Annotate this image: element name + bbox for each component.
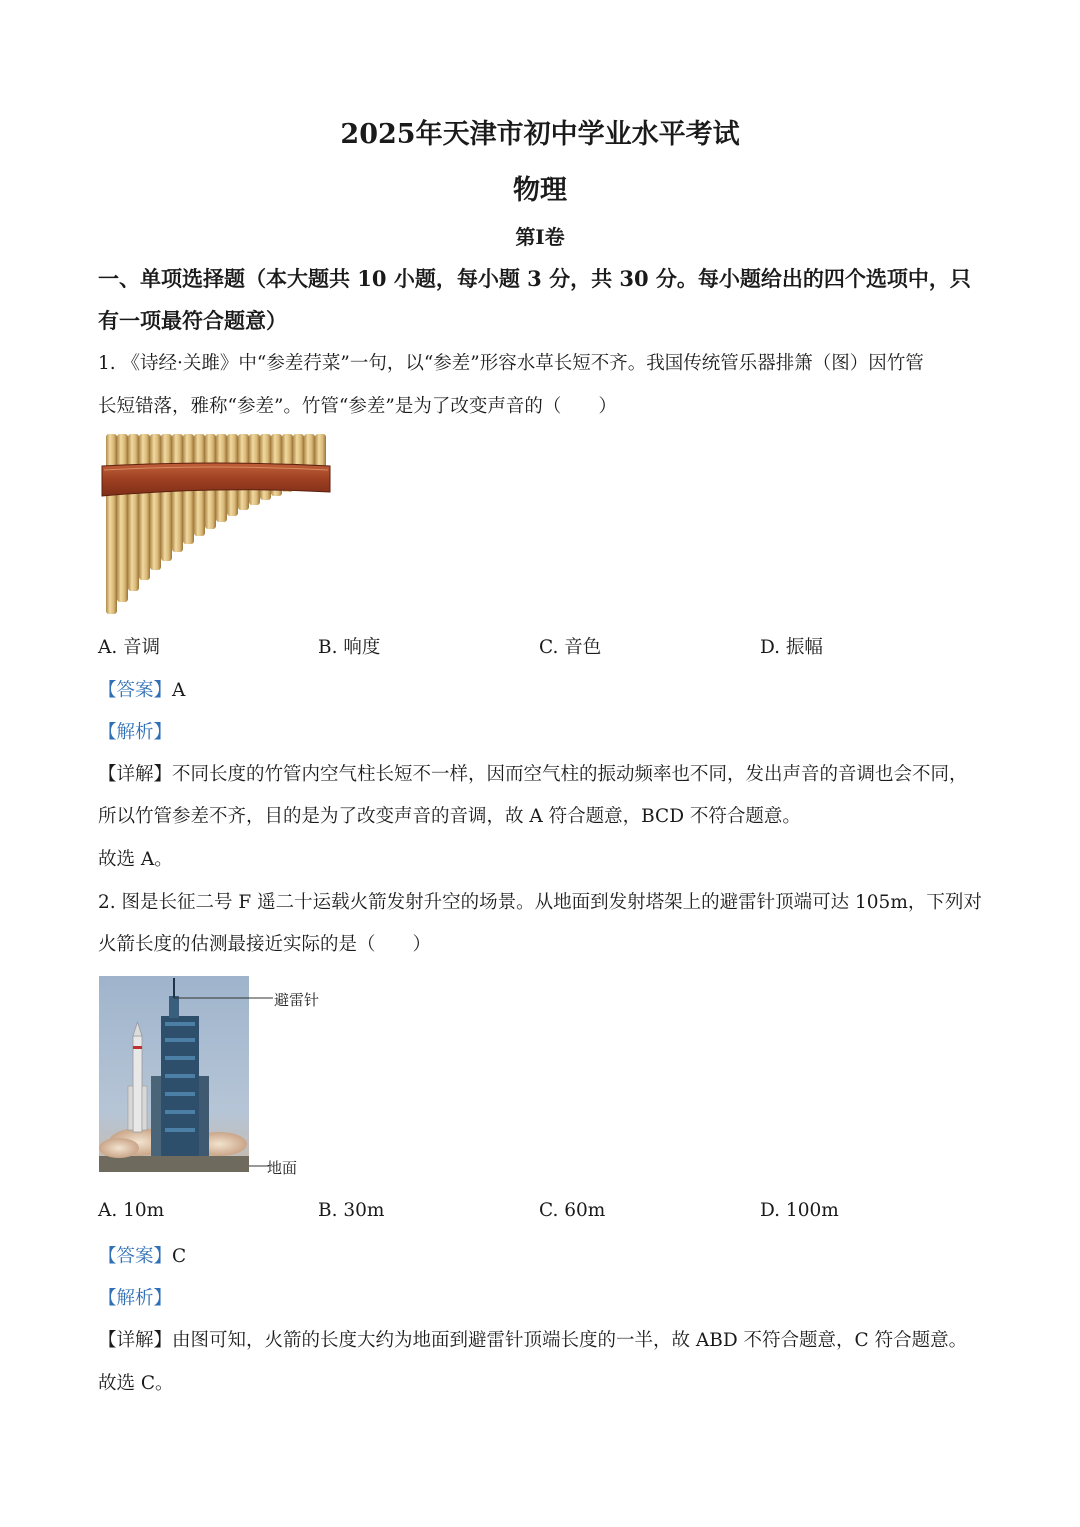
q2-answer-tag: 【答案】 (98, 1246, 173, 1267)
q2-answer: C (172, 1246, 187, 1267)
q2-detail-line1: 【详解】由图可知，火箭的长度大约为地面到避雷针顶端长度的一半，故 ABD 不符合题意，C 符合题意。 (98, 1330, 968, 1351)
q1-detail-line2: 所以竹管参差不齐，目的是为了改变声音的音调，故 A 符合题意，BCD 不符合题意。 (98, 806, 801, 827)
q2-option-b: B. 30m (318, 1200, 385, 1221)
exam-title: 2025年天津市初中学业水平考试 (340, 119, 740, 150)
q2-answer-line (98, 1242, 186, 1268)
q1-stem-line2: 长短错落，雅称“参差”。竹管“参差”是为了改变声音的（ ） (98, 396, 617, 417)
q2-stem-line1: 2. 图是长征二号 F 遥二十运载火箭发射升空的场景。从地面到发射塔架上的避雷针顶端可达 105m，下列对 (98, 892, 982, 913)
q1-answer-line (98, 676, 185, 702)
q1-option-c: C. 音色 (539, 637, 602, 658)
section-heading-line2: 有一项最符合题意） (98, 308, 287, 333)
q2-label-ground: 地面 (267, 1159, 298, 1177)
volume-heading: 第I卷 (515, 225, 565, 249)
q2-stem-line2: 火箭长度的估测最接近实际的是（ ） (98, 934, 432, 955)
pan-flute-image (100, 430, 335, 618)
q1-analysis-tag: 【解析】 (98, 722, 173, 743)
q1-answer: A (172, 680, 186, 701)
q2-conclusion: 故选 C。 (98, 1373, 174, 1394)
q2-option-a: A. 10m (98, 1200, 165, 1221)
q1-answer-tag: 【答案】 (98, 680, 173, 701)
q1-conclusion: 故选 A。 (98, 849, 173, 870)
q2-label-lightning-rod: 避雷针 (274, 991, 320, 1009)
section-heading-line1: 一、单项选择题（本大题共 10 小题，每小题 3 分，共 30 分。每小题给出的四个选项中，只 (98, 266, 971, 291)
q2-option-d: D. 100m (760, 1200, 839, 1221)
rocket-launch-image (99, 976, 274, 1174)
q1-option-a: A. 音调 (98, 637, 161, 658)
q1-option-d: D. 振幅 (760, 637, 823, 658)
subject-title: 物理 (513, 175, 567, 206)
q2-option-c: C. 60m (539, 1200, 606, 1221)
q1-detail-line1: 【详解】不同长度的竹管内空气柱长短不一样，因而空气柱的振动频率也不同，发出声音的音调也会不同， (98, 764, 968, 785)
q2-analysis-tag: 【解析】 (98, 1288, 173, 1309)
q1-option-b: B. 响度 (318, 637, 381, 658)
q1-stem-line1: 1. 《诗经·关雎》中“参差荇菜”一句，以“参差”形容水草长短不齐。我国传统管乐器排箫（图）因竹管 (98, 353, 924, 374)
